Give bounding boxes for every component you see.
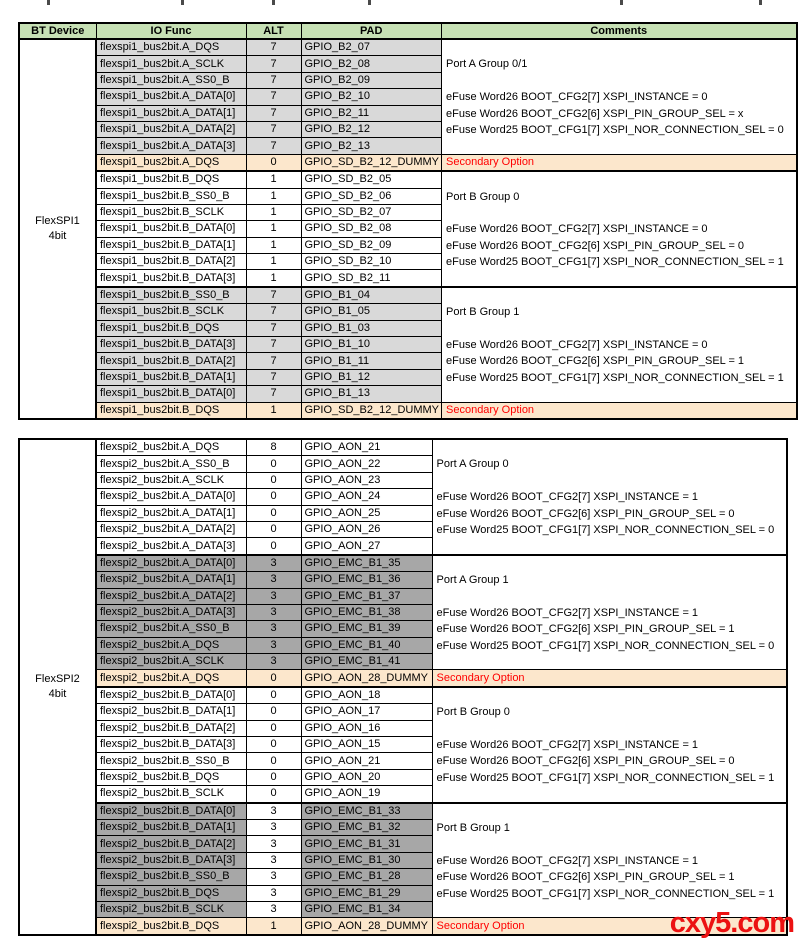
cell-pad: GPIO_EMC_B1_32 [301,819,432,835]
cell-pad: GPIO_AON_21 [301,439,432,456]
cell-io-func: flexspi1_bus2bit.A_SS0_B [96,72,246,88]
cell-alt: 0 [246,521,301,537]
cell-pad: GPIO_EMC_B1_39 [301,621,432,637]
comment-spacer [446,172,796,188]
device-cell [19,39,96,419]
cell-pad: GPIO_EMC_B1_30 [301,852,432,868]
cell-alt: 7 [246,89,301,105]
cell-io-func: flexspi2_bus2bit.B_DATA[2] [96,720,246,736]
secondary-option-cell: Secondary Option [442,402,797,419]
cell-alt: 7 [246,72,301,88]
cell-alt: 7 [246,56,301,72]
cropped-text-remnant [620,0,623,5]
device-label: FlexSPI1 [35,214,80,227]
comment-line: eFuse Word25 BOOT_CFG1[7] XSPI_NOR_CONNECTION_SEL = 0 [436,523,775,536]
comment-line: eFuse Word25 BOOT_CFG1[7] XSPI_NOR_CONNECTION_SEL = 1 [446,371,784,384]
cell-alt: 0 [246,704,301,720]
comment-line: eFuse Word26 BOOT_CFG2[6] XSPI_PIN_GROUP_SEL = x [446,107,744,120]
cell-io-func: flexspi2_bus2bit.A_SCLK [96,654,246,670]
cell-pad: GPIO_EMC_B1_38 [301,604,432,620]
comment-line: eFuse Word25 BOOT_CFG1[7] XSPI_NOR_CONNECTION_SEL = 0 [446,123,784,136]
comment-line: eFuse Word26 BOOT_CFG2[7] XSPI_INSTANCE = 1 [436,739,699,752]
cell-io-func: flexspi1_bus2bit.B_DATA[0] [96,221,246,237]
cell-pad: GPIO_EMC_B1_34 [301,901,432,917]
cell-pad: GPIO_AON_22 [301,456,432,472]
cell-alt: 0 [246,670,301,687]
cell-io-func: flexspi1_bus2bit.A_DATA[0] [96,89,246,105]
cropped-text-remnant [368,0,371,5]
cell-io-func: flexspi1_bus2bit.B_DATA[2] [96,353,246,369]
comment-spacer [437,721,787,737]
cell-io-func: flexspi1_bus2bit.A_SCLK [96,56,246,72]
cell-pad: GPIO_EMC_B1_35 [301,555,432,572]
cell-io-func: flexspi1_bus2bit.B_DATA[1] [96,237,246,253]
cell-pad: GPIO_B1_10 [301,337,442,353]
comment-cell [432,555,787,670]
flexspi1-pinmux-table [18,22,798,420]
cell-alt: 0 [246,737,301,753]
cell-pad: GPIO_B1_05 [301,304,442,320]
cell-alt: 1 [246,237,301,253]
cell-alt: 1 [246,270,301,287]
cell-pad: GPIO_SD_B2_09 [301,237,442,253]
comment-line: Port A Group 1 [436,574,509,587]
cell-io-func: flexspi1_bus2bit.B_DATA[3] [96,337,246,353]
cropped-text-remnant [272,0,275,5]
cell-pad: GPIO_AON_17 [301,704,432,720]
device-label: 4bit [48,687,67,700]
cell-io-func: flexspi2_bus2bit.B_DATA[0] [96,687,246,704]
cell-alt: 3 [246,852,301,868]
cell-pad: GPIO_AON_16 [301,720,432,736]
device-cell [19,439,96,935]
cell-alt: 3 [246,819,301,835]
cell-pad: GPIO_AON_27 [301,538,432,555]
comment-cell [442,171,797,287]
cell-pad: GPIO_EMC_B1_40 [301,637,432,653]
cell-pad: GPIO_EMC_B1_29 [301,885,432,901]
cell-io-func: flexspi2_bus2bit.A_DQS [96,670,246,687]
cropped-text-remnant [181,0,184,5]
cell-io-func: flexspi2_bus2bit.A_DATA[2] [96,588,246,604]
cell-alt: 7 [246,353,301,369]
cell-pad: GPIO_AON_21 [301,753,432,769]
comment-line: eFuse Word26 BOOT_CFG2[6] XSPI_PIN_GROUP_SEL = 1 [446,355,745,368]
cell-pad: GPIO_SD_B2_07 [301,204,442,220]
comment-line: eFuse Word26 BOOT_CFG2[7] XSPI_INSTANCE = 0 [446,91,708,104]
comment-line: Port A Group 0 [436,458,509,471]
cell-io-func: flexspi2_bus2bit.B_DQS [96,885,246,901]
header-io-func: IO Func [96,23,246,39]
cell-pad: GPIO_B2_09 [301,72,442,88]
cell-pad: GPIO_SD_B2_12_DUMMY [301,154,442,171]
cell-io-func: flexspi1_bus2bit.A_DQS [96,154,246,171]
cell-alt: 7 [246,121,301,137]
cell-alt: 1 [246,918,301,935]
cell-alt: 7 [246,337,301,353]
cell-alt: 8 [246,439,301,456]
cell-alt: 3 [246,555,301,572]
comment-line: eFuse Word25 BOOT_CFG1[7] XSPI_NOR_CONNECTION_SEL = 1 [436,887,775,900]
comment-line: eFuse Word26 BOOT_CFG2[6] XSPI_PIN_GROUP_SEL = 0 [446,239,745,252]
comment-line: eFuse Word26 BOOT_CFG2[7] XSPI_INSTANCE = 1 [436,491,699,504]
cell-alt: 1 [246,221,301,237]
cell-pad: GPIO_EMC_B1_33 [301,803,432,820]
cell-alt: 3 [246,621,301,637]
cell-io-func: flexspi1_bus2bit.B_DATA[3] [96,270,246,287]
cell-pad: GPIO_EMC_B1_36 [301,572,432,588]
cell-alt: 0 [246,538,301,555]
cell-pad: GPIO_AON_20 [301,769,432,785]
cell-io-func: flexspi2_bus2bit.A_DQS [96,637,246,653]
cell-alt: 0 [246,505,301,521]
cell-io-func: flexspi1_bus2bit.B_DATA[2] [96,254,246,270]
comment-cell [432,439,787,555]
comment-line: eFuse Word26 BOOT_CFG2[7] XSPI_INSTANCE = 1 [436,854,699,867]
cell-alt: 3 [246,604,301,620]
cell-io-func: flexspi2_bus2bit.A_DATA[3] [96,538,246,555]
cell-io-func: flexspi1_bus2bit.B_DATA[1] [96,369,246,385]
cell-alt: 3 [246,637,301,653]
cell-alt: 0 [246,687,301,704]
comment-cell [432,687,787,803]
cell-pad: GPIO_B2_08 [301,56,442,72]
cell-io-func: flexspi1_bus2bit.B_SS0_B [96,188,246,204]
comment-line: eFuse Word25 BOOT_CFG1[7] XSPI_NOR_CONNECTION_SEL = 1 [436,771,775,784]
comment-spacer [437,556,787,572]
header-comments: Comments [442,23,797,39]
cell-pad: GPIO_B2_11 [301,105,442,121]
secondary-option-cell: Secondary Option [432,918,787,935]
cell-pad: GPIO_AON_18 [301,687,432,704]
cell-pad: GPIO_B2_07 [301,39,442,56]
cropped-text-remnant [759,0,762,5]
cell-pad: GPIO_EMC_B1_28 [301,869,432,885]
cell-pad: GPIO_B1_11 [301,353,442,369]
cell-alt: 0 [246,456,301,472]
cell-pad: GPIO_SD_B2_06 [301,188,442,204]
comment-spacer [446,40,796,56]
cell-alt: 3 [246,869,301,885]
comment-spacer [437,589,787,605]
cell-alt: 0 [246,786,301,803]
cell-io-func: flexspi2_bus2bit.A_DATA[0] [96,489,246,505]
cell-alt: 3 [246,654,301,670]
cell-pad: GPIO_AON_15 [301,737,432,753]
cell-pad: GPIO_B2_13 [301,138,442,154]
cell-alt: 0 [246,769,301,785]
comment-line: Port B Group 0 [446,190,520,203]
comment-line: eFuse Word26 BOOT_CFG2[6] XSPI_PIN_GROUP_SEL = 1 [436,871,735,884]
cell-pad: GPIO_AON_23 [301,472,432,488]
cell-io-func: flexspi2_bus2bit.B_SS0_B [96,753,246,769]
site-watermark: cxy5.com [669,907,794,939]
cell-io-func: flexspi1_bus2bit.B_DQS [96,171,246,188]
cell-io-func: flexspi2_bus2bit.B_DATA[2] [96,836,246,852]
cell-io-func: flexspi1_bus2bit.B_SS0_B [96,287,246,304]
cell-alt: 0 [246,720,301,736]
comment-spacer [446,288,796,304]
comment-line: Port B Group 0 [436,706,510,719]
cell-alt: 7 [246,138,301,154]
cell-alt: 0 [246,154,301,171]
header-pad: PAD [301,23,442,39]
comment-cell [442,287,797,402]
comment-cell [442,39,797,154]
cell-pad: GPIO_SD_B2_12_DUMMY [301,402,442,419]
comment-line: Port B Group 1 [446,306,520,319]
cell-io-func: flexspi2_bus2bit.A_SS0_B [96,456,246,472]
cell-pad: GPIO_AON_28_DUMMY [301,918,432,935]
cell-io-func: flexspi2_bus2bit.B_SS0_B [96,869,246,885]
comment-line: eFuse Word26 BOOT_CFG2[7] XSPI_INSTANCE = 0 [446,339,708,352]
header-alt: ALT [246,23,301,39]
cell-pad: GPIO_B1_04 [301,287,442,304]
cell-pad: GPIO_B2_10 [301,89,442,105]
cell-io-func: flexspi2_bus2bit.B_SCLK [96,786,246,803]
comment-line: Port A Group 0/1 [446,58,528,71]
cell-io-func: flexspi2_bus2bit.A_DATA[2] [96,521,246,537]
cell-pad: GPIO_AON_25 [301,505,432,521]
cell-io-func: flexspi2_bus2bit.B_DQS [96,769,246,785]
comment-line: eFuse Word25 BOOT_CFG1[7] XSPI_NOR_CONNECTION_SEL = 0 [436,639,775,652]
cell-alt: 7 [246,386,301,402]
cell-alt: 1 [246,204,301,220]
cell-pad: GPIO_AON_26 [301,521,432,537]
comment-cell [432,803,787,918]
cell-pad: GPIO_EMC_B1_31 [301,836,432,852]
cell-pad: GPIO_EMC_B1_37 [301,588,432,604]
cell-pad: GPIO_EMC_B1_41 [301,654,432,670]
cell-pad: GPIO_AON_24 [301,489,432,505]
cell-io-func: flexspi1_bus2bit.B_SCLK [96,304,246,320]
cell-alt: 7 [246,304,301,320]
flexspi2-pinmux-table [18,438,788,936]
cell-pad: GPIO_B1_03 [301,320,442,336]
comment-line: eFuse Word26 BOOT_CFG2[6] XSPI_PIN_GROUP_SEL = 0 [436,755,735,768]
cell-alt: 3 [246,885,301,901]
comment-line: eFuse Word26 BOOT_CFG2[7] XSPI_INSTANCE = 1 [436,606,699,619]
cell-alt: 0 [246,472,301,488]
comment-line: Port B Group 1 [436,821,510,834]
cell-alt: 3 [246,836,301,852]
cell-alt: 1 [246,171,301,188]
cell-io-func: flexspi2_bus2bit.A_DATA[1] [96,505,246,521]
cell-io-func: flexspi2_bus2bit.B_DATA[1] [96,704,246,720]
cell-io-func: flexspi1_bus2bit.B_DQS [96,402,246,419]
cell-io-func: flexspi1_bus2bit.A_DATA[3] [96,138,246,154]
cell-pad: GPIO_B2_12 [301,121,442,137]
cell-pad: GPIO_AON_19 [301,786,432,803]
comment-spacer [437,804,787,820]
cell-io-func: flexspi1_bus2bit.B_DATA[0] [96,386,246,402]
cell-alt: 1 [246,254,301,270]
device-label: 4bit [48,229,67,242]
cell-io-func: flexspi1_bus2bit.B_DQS [96,320,246,336]
comment-spacer [437,473,787,489]
cell-alt: 3 [246,901,301,917]
cell-alt: 7 [246,369,301,385]
cell-alt: 1 [246,188,301,204]
comment-spacer [437,836,787,852]
cell-alt: 3 [246,588,301,604]
cell-alt: 3 [246,803,301,820]
cell-alt: 1 [246,402,301,419]
cell-io-func: flexspi1_bus2bit.A_DQS [96,39,246,56]
comment-line: eFuse Word25 BOOT_CFG1[7] XSPI_NOR_CONNECTION_SEL = 1 [446,256,784,269]
cell-io-func: flexspi1_bus2bit.B_SCLK [96,204,246,220]
cell-io-func: flexspi2_bus2bit.A_DATA[0] [96,555,246,572]
comment-spacer [446,205,796,221]
cell-alt: 7 [246,105,301,121]
cell-alt: 7 [246,320,301,336]
cell-io-func: flexspi2_bus2bit.A_DATA[1] [96,572,246,588]
cell-pad: GPIO_SD_B2_05 [301,171,442,188]
cell-io-func: flexspi2_bus2bit.B_DATA[3] [96,737,246,753]
cell-io-func: flexspi2_bus2bit.A_SS0_B [96,621,246,637]
cell-io-func: flexspi2_bus2bit.B_DATA[1] [96,819,246,835]
tables-host [0,22,800,936]
secondary-option-cell: Secondary Option [442,154,797,171]
comment-line: eFuse Word26 BOOT_CFG2[7] XSPI_INSTANCE = 0 [446,223,708,236]
cell-alt: 0 [246,753,301,769]
comment-spacer [437,688,787,704]
cell-io-func: flexspi2_bus2bit.B_DQS [96,918,246,935]
cell-io-func: flexspi2_bus2bit.B_DATA[0] [96,803,246,820]
comment-spacer [446,321,796,337]
cell-pad: GPIO_SD_B2_11 [301,270,442,287]
comment-line: eFuse Word26 BOOT_CFG2[6] XSPI_PIN_GROUP_SEL = 0 [436,507,735,520]
cell-pad: GPIO_SD_B2_08 [301,221,442,237]
device-label: FlexSPI2 [35,672,80,685]
cell-io-func: flexspi1_bus2bit.A_DATA[2] [96,121,246,137]
cell-pad: GPIO_B1_12 [301,369,442,385]
comment-spacer [437,440,787,456]
cell-alt: 7 [246,39,301,56]
cell-io-func: flexspi1_bus2bit.A_DATA[1] [96,105,246,121]
secondary-option-cell: Secondary Option [432,670,787,687]
cell-io-func: flexspi2_bus2bit.B_DATA[3] [96,852,246,868]
cell-io-func: flexspi2_bus2bit.B_SCLK [96,901,246,917]
comment-line: eFuse Word26 BOOT_CFG2[6] XSPI_PIN_GROUP_SEL = 1 [436,623,735,636]
cell-io-func: flexspi2_bus2bit.A_DATA[3] [96,604,246,620]
cell-pad: GPIO_AON_28_DUMMY [301,670,432,687]
cell-io-func: flexspi2_bus2bit.A_DQS [96,439,246,456]
cell-pad: GPIO_B1_13 [301,386,442,402]
cell-alt: 3 [246,572,301,588]
cell-io-func: flexspi2_bus2bit.A_SCLK [96,472,246,488]
cell-alt: 0 [246,489,301,505]
cell-pad: GPIO_SD_B2_10 [301,254,442,270]
cropped-text-remnant [47,0,50,5]
header-bt-device: BT Device [19,23,96,39]
cell-alt: 7 [246,287,301,304]
comment-spacer [446,73,796,89]
